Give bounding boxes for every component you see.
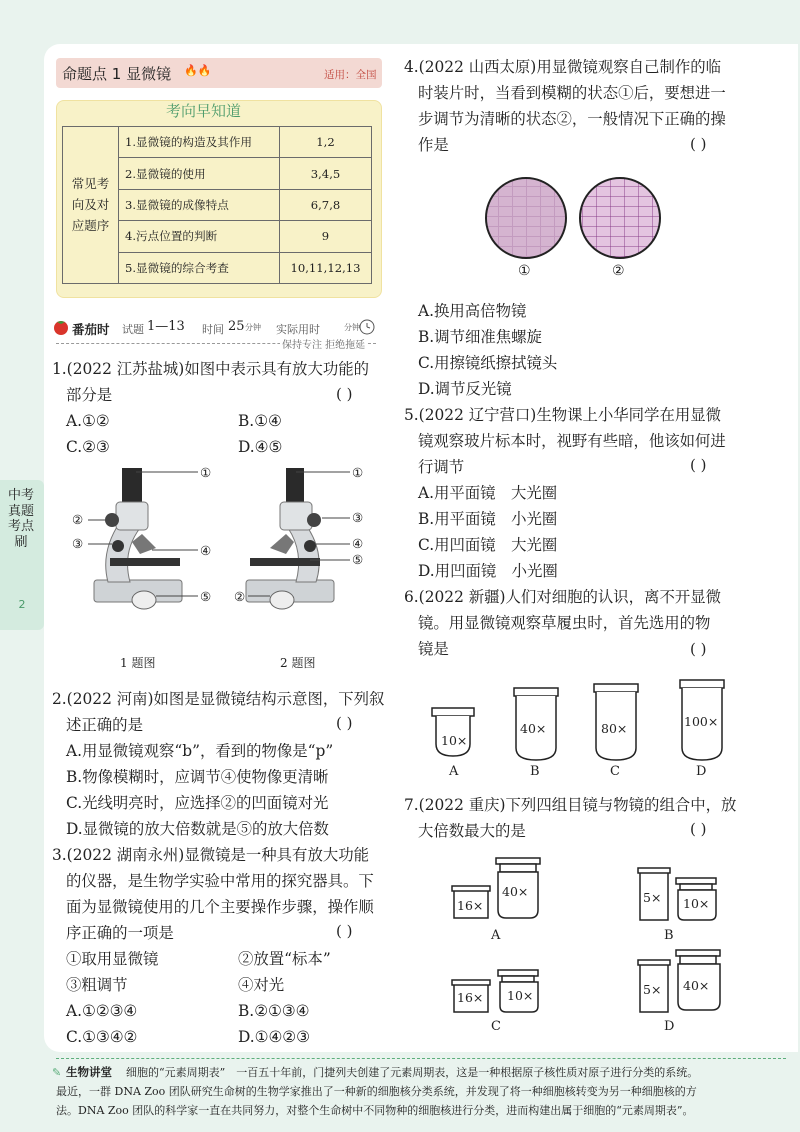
q1-option-b[interactable]: B.①④	[238, 412, 282, 430]
num-cell: 9	[280, 221, 372, 252]
q4-option-d[interactable]: D.调节反光镜	[418, 380, 512, 398]
q4-option-c[interactable]: C.用擦镜纸擦拭镜头	[418, 354, 558, 372]
q3-stem: 的仪器，是生物学实验中常用的探究器具。下	[66, 872, 374, 890]
actual-unit: 分钟	[344, 323, 360, 332]
objective-mag: 10×	[507, 988, 534, 1003]
num-cell: 3,4,5	[280, 158, 372, 189]
q4-option-b[interactable]: B.调节细准焦螺旋	[418, 328, 542, 346]
eyepiece-mag: 5×	[643, 982, 662, 997]
label-1: ①	[352, 465, 364, 480]
q6-stem: 镜是	[418, 640, 449, 658]
q5-stem: 镜观察玻片标本时，视野有些暗，他该如何进	[418, 432, 726, 450]
items-label: 试题	[122, 323, 144, 336]
q3-stem: 序正确的一项是	[66, 924, 174, 942]
label-5: ⑤	[352, 552, 364, 567]
items-range: 1—13	[147, 319, 185, 334]
q4-stem: 步调节为清晰的状态②，一般情况下正确的操	[418, 110, 726, 128]
cell-views	[484, 176, 664, 264]
combo-letter: C	[491, 1019, 501, 1034]
q3-option-c[interactable]: C.①③④②	[66, 1028, 138, 1046]
label-5: ⑤	[200, 589, 212, 604]
view-label-1: ①	[518, 263, 531, 279]
label-3: ③	[72, 536, 84, 551]
combo-letter: A	[491, 928, 501, 943]
q2-option-d[interactable]: D.显微镜的放大倍数就是⑤的放大倍数	[66, 820, 329, 838]
label-4: ④	[352, 536, 364, 551]
num-cell: 10,11,12,13	[280, 252, 372, 283]
eyepiece-mag: 16×	[457, 990, 484, 1005]
panel-title: 考向早知道	[166, 102, 242, 120]
time-label: 时间	[202, 323, 224, 336]
q5-option-b[interactable]: B.用平面镜 小光圈	[418, 510, 558, 528]
q5-option-a[interactable]: A.用平面镜 大光圈	[418, 484, 558, 502]
q6-stem: 6.(2022 新疆)人们对细胞的认识，离不开显微	[404, 588, 722, 606]
label-1: ①	[200, 465, 212, 480]
lens-mag: 10×	[441, 733, 468, 748]
eyepiece-mag: 16×	[457, 898, 484, 913]
q5-option-d[interactable]: D.用凹面镜 小光圈	[418, 562, 558, 580]
flame-icon: 🔥🔥	[184, 64, 212, 77]
q3-step-1: ①取用显微镜	[66, 950, 159, 968]
topic-cell: 3.显微镜的成像特点	[119, 189, 280, 220]
topic-cell: 5.显微镜的综合考查	[119, 252, 280, 283]
q3-option-a[interactable]: A.①②③④	[66, 1002, 138, 1020]
num-cell: 1,2	[280, 127, 372, 158]
q3-stem: 3.(2022 湖南永州)显微镜是一种具有放大功能	[52, 846, 370, 864]
answer-blank[interactable]: ( )	[690, 135, 707, 153]
time-unit: 分钟	[245, 323, 261, 332]
q1-option-a[interactable]: A.①②	[66, 412, 110, 430]
footer-text: 细胞的“元素周期表” 一百五十年前，门捷列夫创建了元素周期表，这是一种根据原子核性质对原子进行分类的系统。	[126, 1066, 699, 1079]
timer-label: 番茄时	[72, 322, 110, 337]
footer-title: 生物讲堂	[66, 1065, 112, 1079]
footer-divider	[56, 1058, 786, 1059]
side-label: 中考真题考点刷	[7, 488, 34, 550]
leader-lines-1	[60, 462, 220, 622]
lens-letter: C	[610, 764, 620, 779]
q4-stem: 时装片时，当看到模糊的状态①后，要想进一	[418, 84, 726, 102]
lens-mag: 40×	[520, 721, 547, 736]
q6-stem: 镜。用显微镜观察草履虫时，首先选用的物	[418, 614, 711, 632]
q3-step-3: ③粗调节	[66, 976, 128, 994]
objective-mag: 10×	[683, 896, 710, 911]
q2-stem: 2.(2022 河南)如图是显微镜结构示意图，下列叙	[52, 690, 385, 708]
pencil-icon: ✎	[52, 1066, 62, 1079]
q4-stem: 4.(2022 山西太原)用显微镜观察自己制作的临	[404, 58, 722, 76]
slogan: 保持专注 拒绝拖延	[280, 336, 367, 351]
q3-option-d[interactable]: D.①④②③	[238, 1028, 310, 1046]
clock-icon	[358, 316, 376, 336]
q5-option-c[interactable]: C.用凹面镜 大光圈	[418, 536, 558, 554]
q2-option-a[interactable]: A.用显微镜观察“b”，看到的物像是“p”	[66, 742, 334, 760]
q4-option-a[interactable]: A.换用高倍物镜	[418, 302, 527, 320]
q1-option-d[interactable]: D.④⑤	[238, 438, 283, 456]
q3-stem: 面为显微镜使用的几个主要操作步骤，操作顺	[66, 898, 374, 916]
page-number: 2	[18, 598, 26, 611]
q7-stem: 7.(2022 重庆)下列四组目镜与物镜的组合中，放	[404, 796, 737, 814]
answer-blank[interactable]: ( )	[690, 640, 707, 658]
section-title: 命题点 1 显微镜	[62, 65, 172, 83]
q2-option-b[interactable]: B.物像模糊时，应调节④使物像更清晰	[66, 768, 329, 786]
row-header: 常见考向及对应题序	[63, 127, 119, 284]
q3-step-2: ②放置“标本”	[238, 950, 331, 968]
q2-stem: 述正确的是	[66, 716, 143, 734]
objective-mag: 40×	[683, 978, 710, 993]
q2-option-c[interactable]: C.光线明亮时，应选择②的凹面镜对光	[66, 794, 329, 812]
q4-stem: 作是	[418, 136, 449, 154]
footer-text: 最近，一群 DNA Zoo 团队研究生命树的生物学家推出了一种新的细胞核分类系统，并发现了将一种细胞核转变为另一种细胞核的方	[56, 1085, 697, 1098]
label-4: ④	[200, 543, 212, 558]
lens-combinations	[450, 852, 750, 1042]
answer-blank[interactable]: ( )	[336, 922, 353, 940]
leader-lines-2	[236, 462, 396, 622]
objective-mag: 40×	[502, 884, 529, 899]
actual-label: 实际用时	[276, 323, 320, 336]
footer-text: 法。DNA Zoo 团队的科学家一直在共同努力，对整个生命树中不同物种的细胞核进行分类，进而构建出属于细胞的“元素周期表”。	[56, 1104, 694, 1117]
q1-stem: 1.(2022 江苏盐城)如图中表示具有放大功能的	[52, 360, 370, 378]
q3-step-4: ④对光	[238, 976, 285, 994]
scope-label: 适用：全国	[324, 69, 377, 81]
lens-letter: D	[696, 764, 707, 779]
label-2: ②	[72, 512, 84, 527]
figure-caption-2: 2 题图	[280, 656, 316, 670]
q1-stem: 部分是	[66, 386, 113, 404]
topic-cell: 2.显微镜的使用	[119, 158, 280, 189]
combo-letter: B	[664, 928, 674, 943]
answer-blank[interactable]: ( )	[690, 456, 707, 474]
lens-letter: A	[449, 764, 459, 779]
lens-mag: 80×	[601, 721, 628, 736]
time-value: 25	[228, 319, 245, 334]
combo-letter: D	[664, 1019, 675, 1034]
topic-table	[62, 126, 372, 284]
q7-stem: 大倍数最大的是	[418, 822, 526, 840]
topic-cell: 4.污点位置的判断	[119, 221, 280, 252]
answer-blank[interactable]: ( )	[336, 385, 353, 403]
num-cell: 6,7,8	[280, 189, 372, 220]
q3-option-b[interactable]: B.②①③④	[238, 1002, 310, 1020]
q1-option-c[interactable]: C.②③	[66, 438, 110, 456]
answer-blank[interactable]: ( )	[690, 820, 707, 838]
label-2: ②	[234, 589, 246, 604]
tomato-icon	[52, 318, 70, 336]
q5-stem: 行调节	[418, 458, 465, 476]
answer-blank[interactable]: ( )	[336, 714, 353, 732]
eyepiece-mag: 5×	[643, 890, 662, 905]
view-label-2: ②	[612, 263, 625, 279]
topic-cell: 1.显微镜的构造及其作用	[119, 127, 280, 158]
lens-mag: 100×	[684, 714, 719, 729]
label-3: ③	[352, 510, 364, 525]
figure-caption-1: 1 题图	[120, 656, 156, 670]
lens-letter: B	[530, 764, 540, 779]
q5-stem: 5.(2022 辽宁营口)生物课上小华同学在用显微	[404, 406, 722, 424]
